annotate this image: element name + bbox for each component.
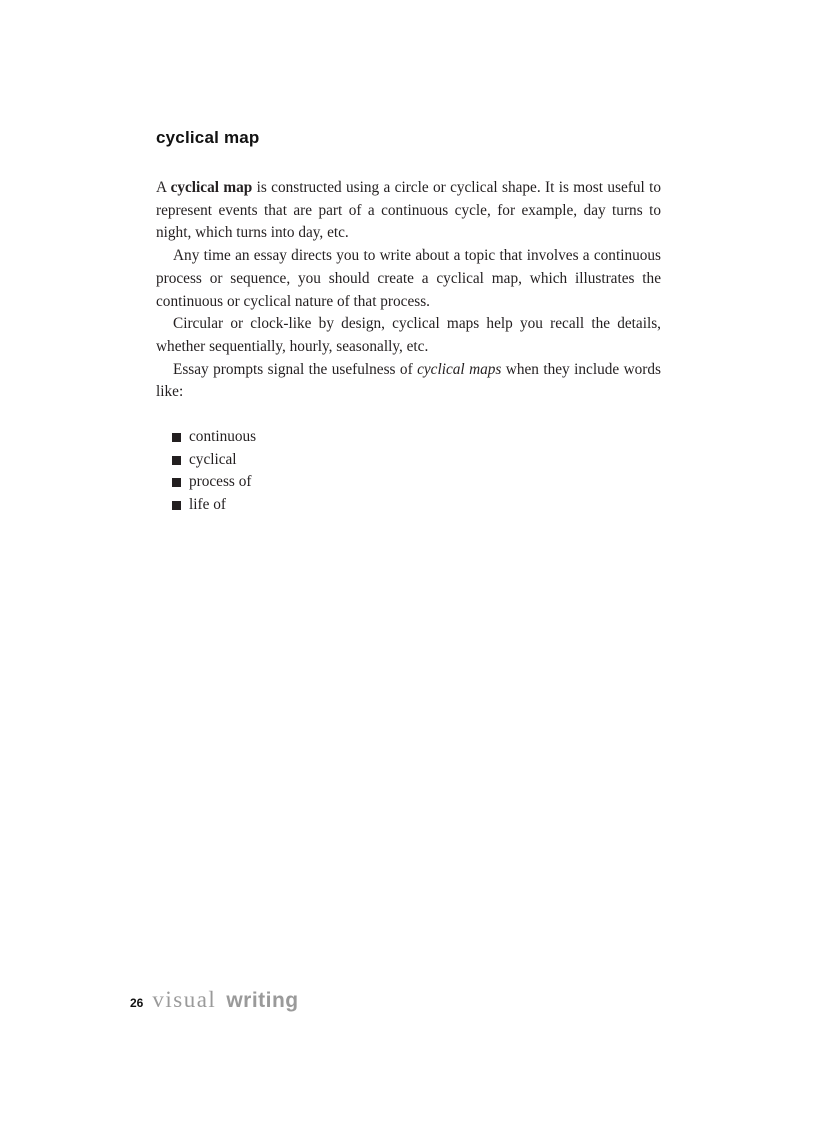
paragraph-3: Circular or clock-like by design, cyclical maps help you recall the details, whether sequentially, hourly, seasonally, etc.: [156, 315, 661, 355]
paragraph-1-lead: A: [156, 179, 171, 196]
term-cyclical-map: cyclical map: [170, 179, 253, 196]
square-bullet-icon: [172, 478, 181, 487]
list-item: [172, 426, 661, 449]
square-bullet-icon: [172, 456, 181, 465]
keyword-list: [172, 426, 661, 517]
running-title-visual: visual: [152, 987, 217, 1012]
paragraph-1-rest: is constructed using a circle or cyclical shape. It is most useful to represent events that are part of a continuous cycle, for example, day turns to night, which turns into day, etc.: [156, 179, 661, 242]
paragraph-4: [156, 359, 661, 404]
list-item-text: process of: [189, 473, 252, 491]
list-item-text: continuous: [189, 428, 257, 446]
paragraph-1: [156, 177, 661, 245]
square-bullet-icon: [172, 433, 181, 442]
term-cyclical-maps: cyclical maps: [417, 360, 502, 378]
page-number: 26: [130, 996, 144, 1010]
list-item: [172, 471, 661, 494]
list-item-text: life of: [189, 496, 226, 514]
paragraph-4-rest: when they include words like:: [156, 360, 661, 401]
section-heading: cyclical map: [156, 128, 260, 147]
page-footer: [130, 987, 299, 1013]
list-item: [172, 494, 661, 517]
paragraph-2: Any time an essay directs you to write about a topic that involves a continuous process or sequence, you should create a cyclical map, which illustrates the continuous or cyclical nature of that process.: [156, 247, 661, 310]
list-item-text: cyclical: [189, 450, 237, 468]
list-item: [172, 449, 661, 472]
body-text: [156, 177, 661, 517]
paragraph-4-lead: Essay prompts signal the usefulness of: [173, 360, 418, 378]
square-bullet-icon: [172, 501, 181, 510]
running-title-writing: writing: [226, 989, 299, 1012]
